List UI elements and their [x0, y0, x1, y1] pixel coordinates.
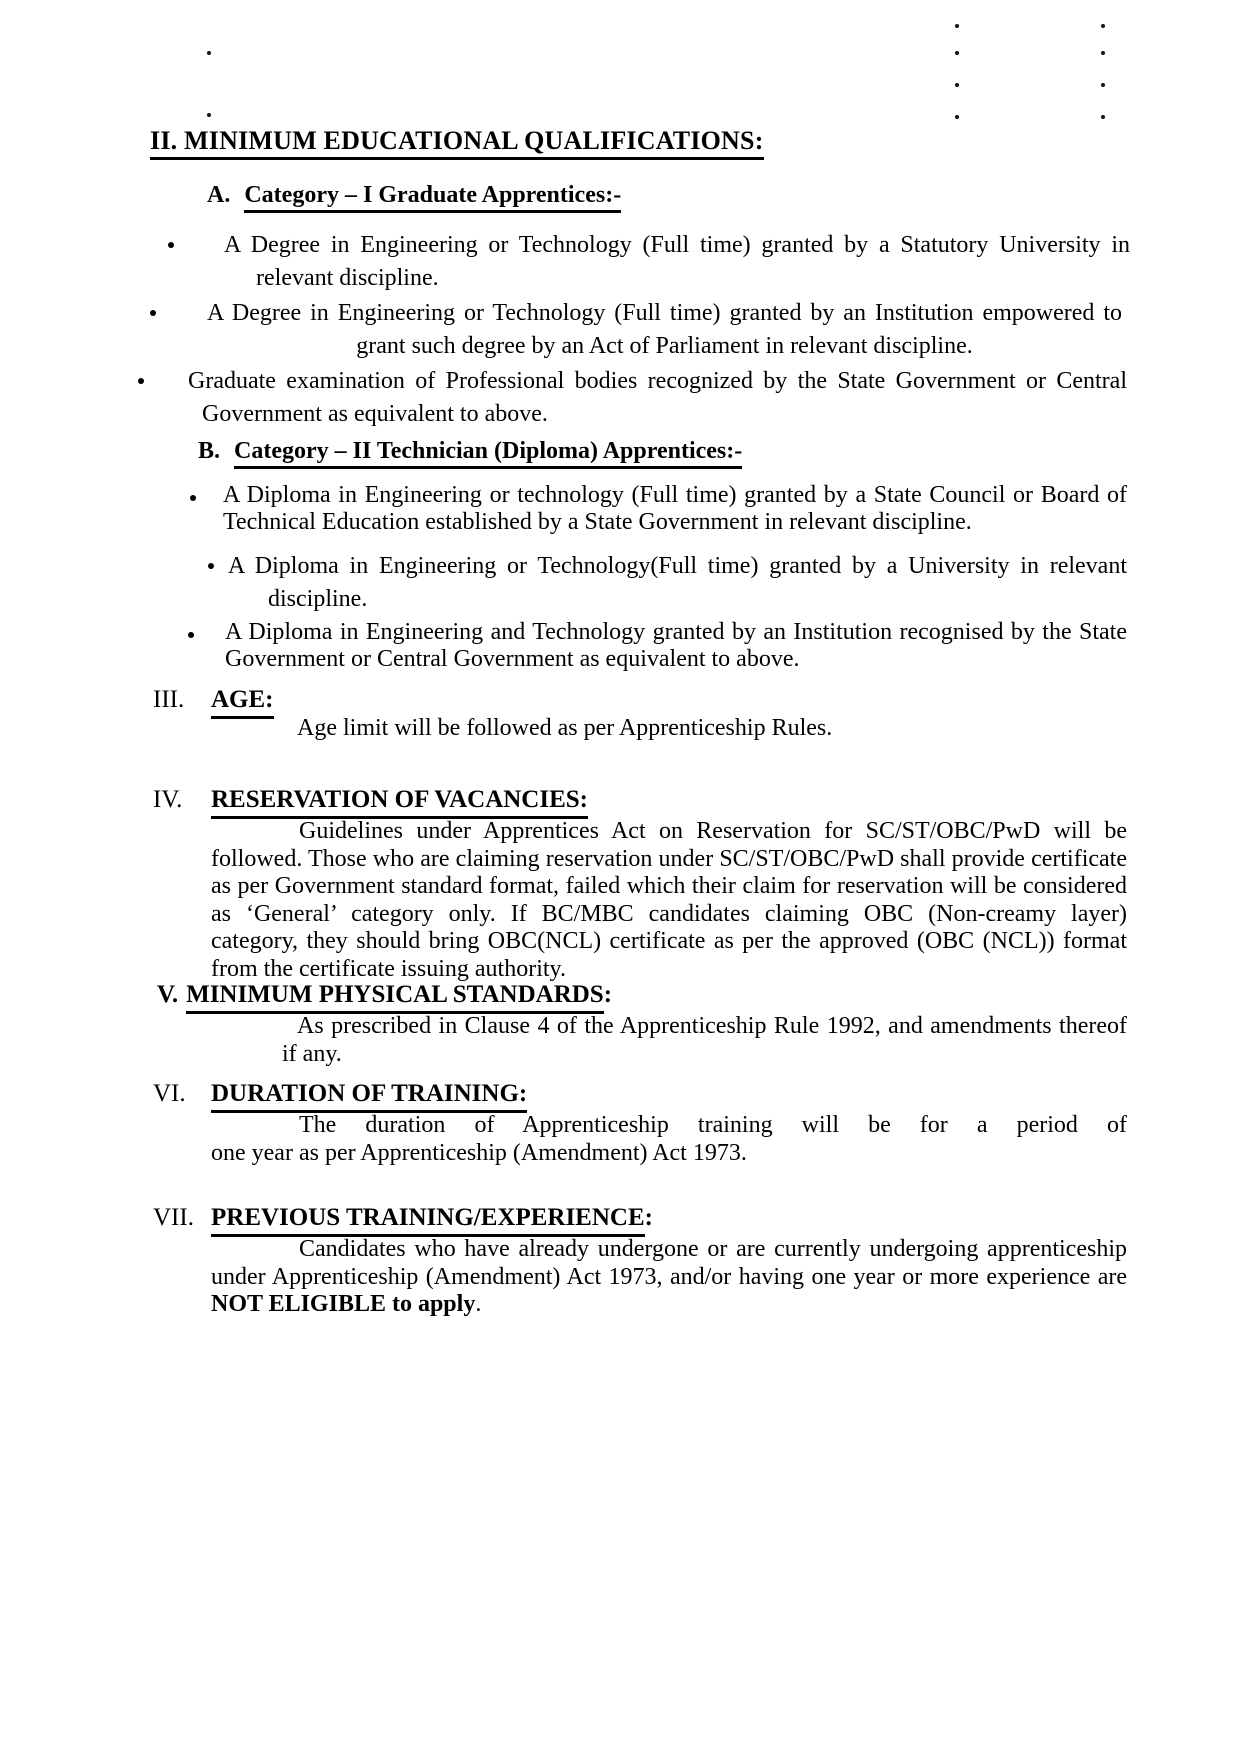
- scan-artifact-dot: [1101, 115, 1105, 119]
- section-vii-number: VII.: [153, 1204, 194, 1231]
- bullet-text: A Diploma in Engineering and Technology granted by an Institution recognised by the State Government or Central Government as equivalent to above.: [225, 619, 1127, 672]
- scan-artifact-dot: [207, 51, 211, 55]
- section-vi-body-line2: one year as per Apprenticeship (Amendment) Act 1973.: [211, 1139, 747, 1166]
- section-vii-title: PREVIOUS TRAINING/EXPERIENCE: [211, 1204, 645, 1237]
- bullet-icon: [188, 632, 194, 638]
- heading-section-ii: [150, 126, 764, 156]
- heading-section-ii-underline: [150, 126, 764, 160]
- section-iii-title: AGE:: [211, 686, 274, 719]
- heading-section-iii: [153, 686, 274, 719]
- section-iii-body: Age limit will be followed as per Apprenticeship Rules.: [297, 715, 833, 741]
- section-vii-body: [211, 1236, 1127, 1319]
- section-vi-body-line1: The duration of Apprenticeship training will be for a period of: [299, 1112, 1127, 1138]
- heading-category-b: [198, 438, 742, 465]
- section-v-body: As prescribed in Clause 4 of the Apprenticeship Rule 1992, and amendments thereof if any.: [282, 1013, 1127, 1067]
- section-v-number: V.: [157, 981, 179, 1008]
- bullet-item-b2: [228, 550, 1127, 616]
- section-ii-title: MINIMUM EDUCATIONAL QUALIFICATIONS:: [184, 126, 764, 155]
- bullet-text: Graduate examination of Professional bodies recognized by the State Government or Central Government as equivalent to above.: [188, 368, 1127, 427]
- bullet-item-a2: [207, 297, 1122, 363]
- bullet-text: A Diploma in Engineering or technology (Full time) granted by a State Council or Board of Technical Education established by a State Government in relevant discipline.: [223, 482, 1127, 535]
- section-vi-title: DURATION OF TRAINING:: [211, 1080, 527, 1113]
- heading-section-iv: [153, 786, 588, 819]
- bullet-icon: [208, 563, 214, 569]
- section-iv-title: RESERVATION OF VACANCIES:: [211, 786, 588, 819]
- section-iv-number: IV.: [153, 786, 183, 813]
- scan-artifact-dot: [1101, 24, 1105, 28]
- category-b-label: B.: [198, 438, 221, 464]
- bullet-icon: [190, 495, 196, 501]
- category-b-title: Category – II Technician (Diploma) Apprentices:-: [234, 438, 742, 469]
- scan-artifact-dot: [955, 83, 959, 87]
- bullet-text: A Diploma in Engineering or Technology(Full time) granted by a University in relevant discipline.: [228, 553, 1127, 612]
- section-vii-body-bold: NOT ELIGIBLE to apply: [211, 1291, 476, 1317]
- heading-section-vii: [153, 1204, 653, 1237]
- bullet-text: A Degree in Engineering or Technology (Full time) granted by a Statutory University in relevant discipline.: [224, 232, 1130, 291]
- bullet-item-b1: [223, 482, 1127, 536]
- scan-artifact-dot: [955, 51, 959, 55]
- section-vii-body-text: Candidates who have already undergone or are currently undergoing apprenticeship under Apprenticeship (Amendment) Act 1973, and/or having one year or more experience are: [211, 1236, 1127, 1290]
- section-vi-body: [211, 1112, 1127, 1167]
- scan-artifact-dot: [1101, 83, 1105, 87]
- bullet-icon: [150, 310, 156, 316]
- bullet-text: A Degree in Engineering or Technology (Full time) granted by an Institution empowered to grant such degree by an Act of Parliament in relevant discipline.: [207, 300, 1122, 359]
- section-v-title: MINIMUM PHYSICAL STANDARDS: [186, 981, 604, 1014]
- scan-artifact-dot: [1101, 51, 1105, 55]
- category-a-label: A.: [207, 182, 231, 208]
- category-a-title: Category – I Graduate Apprentices:-: [244, 182, 621, 213]
- section-ii-number: II.: [150, 126, 178, 155]
- section-iii-number: III.: [153, 686, 185, 713]
- section-vii-colon: :: [644, 1204, 653, 1231]
- heading-category-a: [207, 182, 621, 209]
- bullet-item-b3: [225, 619, 1127, 673]
- section-iv-body: Guidelines under Apprentices Act on Reservation for SC/ST/OBC/PwD will be followed. Those who are claiming reservation under SC/ST/OBC/PwD shall provide certificate as per Government standard format, failed which their claim for reservation will be considered as ‘General’ category only. If BC/MBC candidates claiming OBC (Non-creamy layer) category, they should bring OBC(NCL) certificate as per the approved (OBC (NCL)) format from the certificate issuing authority.: [211, 818, 1127, 982]
- bullet-icon: [138, 378, 144, 384]
- bullet-icon: [168, 242, 174, 248]
- heading-section-v: [157, 981, 612, 1014]
- bullet-item-a3: [188, 365, 1127, 431]
- scan-artifact-dot: [955, 115, 959, 119]
- scan-artifact-dot: [955, 24, 959, 28]
- scan-artifact-dot: [207, 113, 211, 117]
- section-v-colon: :: [603, 981, 613, 1008]
- section-vii-body-period: .: [475, 1291, 482, 1317]
- heading-section-vi: [153, 1080, 527, 1113]
- section-vi-number: VI.: [153, 1080, 186, 1107]
- bullet-item-a1: [224, 229, 1130, 295]
